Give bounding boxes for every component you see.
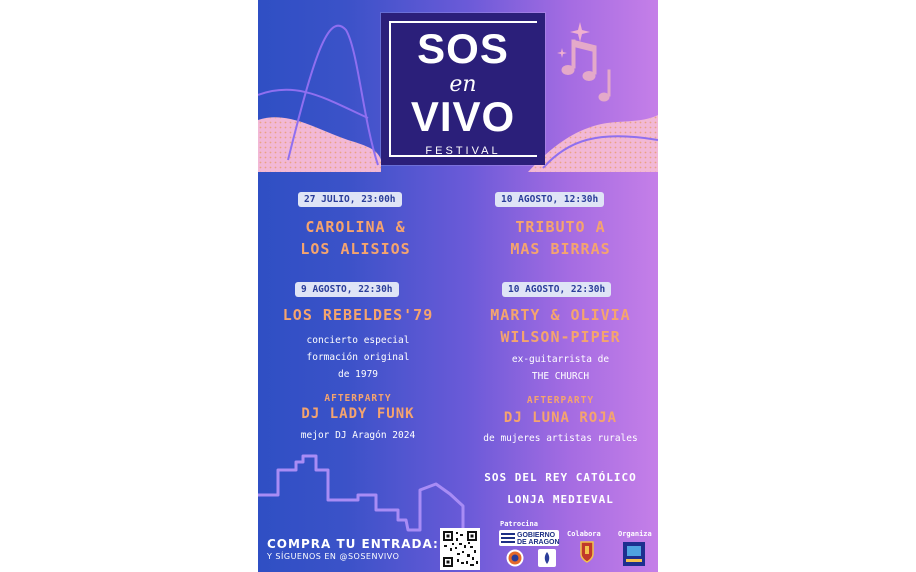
gov-stripes-icon [501, 533, 515, 543]
gov-text-line1: GOBIERNO [517, 532, 556, 539]
organiza-logo [623, 542, 645, 566]
sponsor-label-organiza: Organiza [618, 530, 652, 538]
note-line: formación original [306, 352, 410, 363]
venue-name: SOS DEL REY CATÓLICO [484, 471, 637, 484]
cta-subtitle: Y SÍGUENOS EN @SOSENVIVO [267, 552, 400, 561]
venue-location: LONJA MEDIEVAL [507, 493, 614, 506]
afterparty-dj: DJ LUNA ROJA [503, 410, 618, 426]
note-line: ex-guitarrista de [511, 354, 610, 365]
afterparty-dj: DJ LADY FUNK [301, 406, 415, 422]
act-line: WILSON-PIPER [500, 328, 621, 346]
sponsor-label-colabora: Colabora [567, 530, 601, 538]
event-date-badge: 10 AGOSTO, 22:30h [502, 282, 611, 297]
event-act-title [258, 304, 458, 326]
cta-title: COMPRA TU ENTRADA: [267, 537, 439, 551]
afterparty-label: AFTERPARTY [526, 395, 595, 406]
sponsor-label-patrocina: Patrocina [500, 520, 538, 528]
note-line: THE CHURCH [531, 371, 590, 382]
act-line: MAS BIRRAS [510, 240, 611, 258]
coat-of-arms-logo [579, 540, 595, 564]
act-line: MARTY & OLIVIA [490, 306, 631, 324]
event-date-badge: 27 JULIO, 23:00h [298, 192, 402, 207]
castle-skyline-outline [258, 456, 463, 530]
event-notes [258, 332, 458, 383]
music-notes-icon [562, 40, 610, 101]
festival-poster [258, 0, 658, 572]
logo-text-vivo: VIVO [410, 93, 516, 140]
event-notes [463, 351, 658, 385]
event-act-title [258, 216, 453, 260]
gobierno-aragon-logo [499, 530, 559, 546]
note-line: concierto especial [306, 335, 410, 346]
event-date-badge: 9 AGOSTO, 22:30h [295, 282, 399, 297]
gov-text-line2: DE ARAGON [517, 539, 560, 546]
logo-text-en: en [449, 72, 477, 97]
note-line: de 1979 [337, 369, 379, 380]
act-line: TRIBUTO A [515, 218, 606, 236]
afterparty-label: AFTERPARTY [324, 393, 392, 404]
logo-text-sos: SOS [417, 25, 509, 72]
afterparty-note: mejor DJ Aragón 2024 [300, 430, 416, 441]
qr-code[interactable] [440, 528, 480, 570]
colabora-figure-logo [538, 549, 556, 567]
act-line: LOS ALISIOS [300, 240, 411, 258]
logo-text-festival: FESTIVAL [425, 145, 501, 157]
event-act-title [463, 304, 658, 348]
festival-logo [381, 13, 545, 165]
event-date-badge: 10 AGOSTO, 12:30h [495, 192, 604, 207]
event-act-title [463, 216, 658, 260]
act-line: LOS REBELDES'79 [282, 306, 434, 324]
round-seal-logo [506, 549, 524, 567]
act-line: CAROLINA & [305, 218, 406, 236]
afterparty-note: de mujeres artistas rurales [483, 433, 638, 444]
